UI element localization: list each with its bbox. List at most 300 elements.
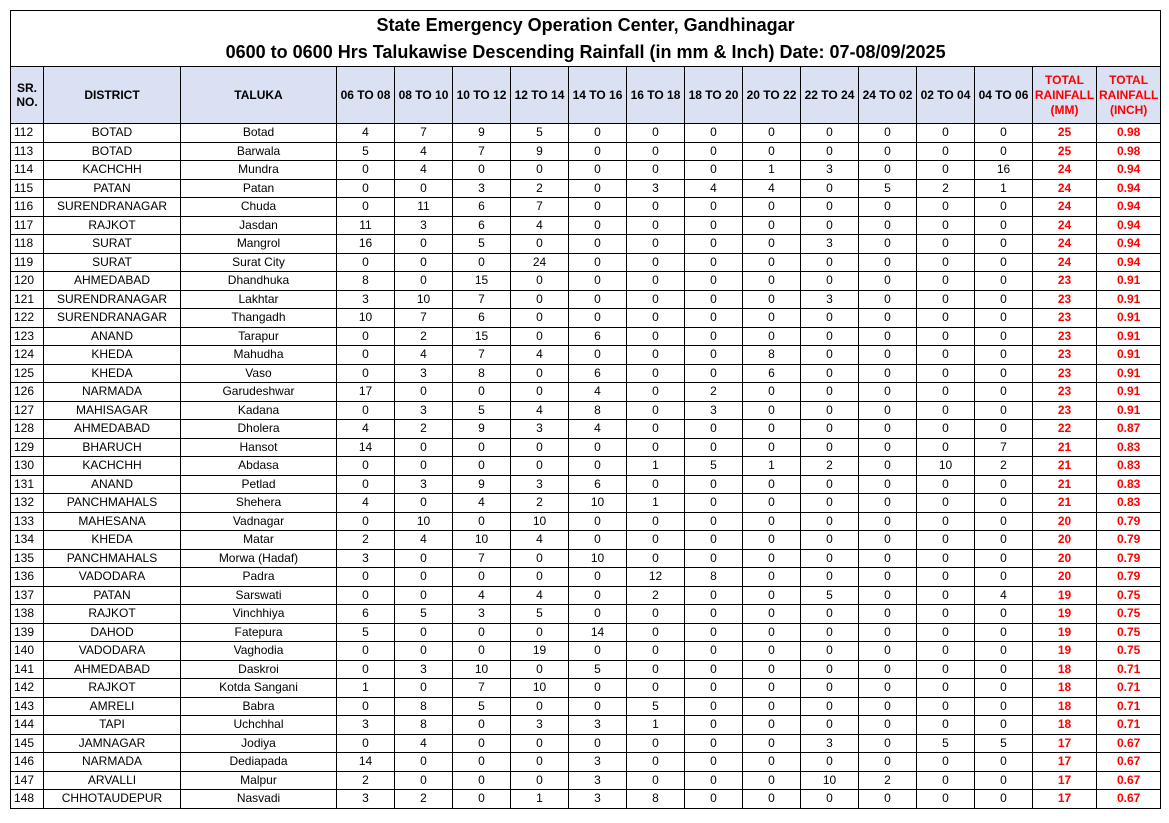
rainfall-slot-cell: 6 xyxy=(337,605,395,624)
rainfall-slot-cell: 0 xyxy=(685,198,743,217)
rainfall-slot-cell: 2 xyxy=(511,494,569,513)
rainfall-slot-cell: 4 xyxy=(395,531,453,550)
rainfall-slot-cell: 0 xyxy=(395,253,453,272)
rainfall-slot-cell: 1 xyxy=(337,679,395,698)
district-cell: KACHCHH xyxy=(44,457,181,476)
total-mm-cell: 18 xyxy=(1033,697,1097,716)
table-row xyxy=(11,383,1161,402)
rainfall-slot-cell: 0 xyxy=(859,420,917,439)
sr-no-cell: 116 xyxy=(11,198,44,217)
rainfall-slot-cell: 0 xyxy=(337,734,395,753)
total-inch-cell: 0.79 xyxy=(1097,531,1161,550)
rainfall-slot-cell: 0 xyxy=(627,309,685,328)
total-mm-cell: 24 xyxy=(1033,161,1097,180)
total-mm-cell: 19 xyxy=(1033,642,1097,661)
rainfall-slot-cell: 1 xyxy=(511,790,569,809)
taluka-cell: Uchchhal xyxy=(181,716,337,735)
rainfall-slot-cell: 24 xyxy=(511,253,569,272)
rainfall-slot-cell: 0 xyxy=(337,512,395,531)
total-mm-cell: 17 xyxy=(1033,771,1097,790)
district-cell: AHMEDABAD xyxy=(44,420,181,439)
rainfall-slot-cell: 0 xyxy=(917,642,975,661)
rainfall-slot-cell: 0 xyxy=(569,568,627,587)
rainfall-slot-cell: 0 xyxy=(917,771,975,790)
rainfall-slot-cell: 0 xyxy=(975,531,1033,550)
rainfall-slot-cell: 0 xyxy=(917,679,975,698)
taluka-cell: Kotda Sangani xyxy=(181,679,337,698)
rainfall-slot-cell: 0 xyxy=(975,475,1033,494)
taluka-cell: Kadana xyxy=(181,401,337,420)
total-mm-cell: 24 xyxy=(1033,198,1097,217)
rainfall-slot-cell: 0 xyxy=(569,142,627,161)
rainfall-slot-cell: 0 xyxy=(801,364,859,383)
rainfall-slot-cell: 3 xyxy=(453,179,511,198)
rainfall-slot-cell: 0 xyxy=(743,272,801,291)
rainfall-slot-cell: 0 xyxy=(859,586,917,605)
rainfall-slot-cell: 0 xyxy=(685,309,743,328)
rainfall-slot-cell: 0 xyxy=(627,346,685,365)
total-inch-cell: 0.67 xyxy=(1097,771,1161,790)
rainfall-slot-cell: 0 xyxy=(569,198,627,217)
rainfall-slot-cell: 2 xyxy=(511,179,569,198)
table-row xyxy=(11,605,1161,624)
header-slot: 14 TO 16 xyxy=(569,67,627,124)
sr-no-cell: 136 xyxy=(11,568,44,587)
header-slot: 22 TO 24 xyxy=(801,67,859,124)
district-cell: MAHESANA xyxy=(44,512,181,531)
taluka-cell: Mahudha xyxy=(181,346,337,365)
rainfall-slot-cell: 0 xyxy=(743,216,801,235)
total-mm-cell: 20 xyxy=(1033,512,1097,531)
district-cell: SURENDRANAGAR xyxy=(44,309,181,328)
sr-no-cell: 123 xyxy=(11,327,44,346)
rainfall-slot-cell: 0 xyxy=(859,438,917,457)
total-mm-cell: 22 xyxy=(1033,420,1097,439)
rainfall-slot-cell: 0 xyxy=(975,790,1033,809)
rainfall-slot-cell: 0 xyxy=(917,494,975,513)
rainfall-slot-cell: 0 xyxy=(511,161,569,180)
rainfall-slot-cell: 0 xyxy=(743,475,801,494)
rainfall-slot-cell: 6 xyxy=(453,309,511,328)
taluka-cell: Abdasa xyxy=(181,457,337,476)
rainfall-slot-cell: 0 xyxy=(337,253,395,272)
total-mm-cell: 25 xyxy=(1033,142,1097,161)
rainfall-slot-cell: 0 xyxy=(917,549,975,568)
rainfall-slot-cell: 0 xyxy=(859,679,917,698)
district-cell: ARVALLI xyxy=(44,771,181,790)
district-cell: SURAT xyxy=(44,253,181,272)
rainfall-slot-cell: 0 xyxy=(743,623,801,642)
rainfall-slot-cell: 0 xyxy=(917,364,975,383)
rainfall-slot-cell: 3 xyxy=(801,235,859,254)
sr-no-cell: 128 xyxy=(11,420,44,439)
rainfall-slot-cell: 0 xyxy=(627,124,685,143)
rainfall-slot-cell: 0 xyxy=(917,290,975,309)
total-mm-cell: 23 xyxy=(1033,309,1097,328)
rainfall-slot-cell: 0 xyxy=(685,272,743,291)
rainfall-slot-cell: 17 xyxy=(337,383,395,402)
rainfall-slot-cell: 8 xyxy=(569,401,627,420)
rainfall-slot-cell: 0 xyxy=(569,457,627,476)
rainfall-slot-cell: 3 xyxy=(453,605,511,624)
rainfall-slot-cell: 0 xyxy=(337,161,395,180)
rainfall-slot-cell: 0 xyxy=(743,531,801,550)
rainfall-slot-cell: 4 xyxy=(511,531,569,550)
rainfall-slot-cell: 0 xyxy=(859,753,917,772)
rainfall-slot-cell: 4 xyxy=(569,420,627,439)
rainfall-slot-cell: 0 xyxy=(859,716,917,735)
rainfall-slot-cell: 0 xyxy=(743,309,801,328)
taluka-cell: Mundra xyxy=(181,161,337,180)
rainfall-slot-cell: 0 xyxy=(859,790,917,809)
rainfall-slot-cell: 0 xyxy=(743,568,801,587)
rainfall-slot-cell: 0 xyxy=(627,272,685,291)
rainfall-slot-cell: 0 xyxy=(511,327,569,346)
rainfall-slot-cell: 0 xyxy=(743,549,801,568)
rainfall-slot-cell: 2 xyxy=(975,457,1033,476)
total-mm-cell: 18 xyxy=(1033,679,1097,698)
rainfall-slot-cell: 3 xyxy=(801,734,859,753)
header-total-inch: TOTAL RAINFALL (INCH) xyxy=(1097,67,1161,124)
rainfall-slot-cell: 11 xyxy=(337,216,395,235)
total-mm-cell: 23 xyxy=(1033,272,1097,291)
total-inch-cell: 0.83 xyxy=(1097,475,1161,494)
rainfall-slot-cell: 1 xyxy=(743,161,801,180)
rainfall-slot-cell: 0 xyxy=(859,290,917,309)
total-inch-cell: 0.67 xyxy=(1097,734,1161,753)
rainfall-slot-cell: 10 xyxy=(801,771,859,790)
taluka-cell: Dediapada xyxy=(181,753,337,772)
rainfall-slot-cell: 10 xyxy=(395,512,453,531)
total-inch-cell: 0.94 xyxy=(1097,216,1161,235)
district-cell: NARMADA xyxy=(44,753,181,772)
rainfall-slot-cell: 0 xyxy=(917,216,975,235)
rainfall-slot-cell: 0 xyxy=(859,364,917,383)
rainfall-slot-cell: 0 xyxy=(511,235,569,254)
rainfall-slot-cell: 0 xyxy=(569,272,627,291)
total-inch-cell: 0.94 xyxy=(1097,253,1161,272)
rainfall-slot-cell: 5 xyxy=(627,697,685,716)
rainfall-slot-cell: 3 xyxy=(395,475,453,494)
rainfall-slot-cell: 0 xyxy=(975,771,1033,790)
district-cell: RAJKOT xyxy=(44,216,181,235)
rainfall-slot-cell: 0 xyxy=(685,586,743,605)
rainfall-slot-cell: 0 xyxy=(859,568,917,587)
rainfall-slot-cell: 0 xyxy=(685,790,743,809)
rainfall-slot-cell: 0 xyxy=(743,512,801,531)
rainfall-slot-cell: 5 xyxy=(685,457,743,476)
total-mm-cell: 23 xyxy=(1033,383,1097,402)
rainfall-slot-cell: 0 xyxy=(569,586,627,605)
rainfall-slot-cell: 15 xyxy=(453,327,511,346)
rainfall-slot-cell: 0 xyxy=(917,605,975,624)
rainfall-slot-cell: 0 xyxy=(569,179,627,198)
table-row xyxy=(11,549,1161,568)
district-cell: SURENDRANAGAR xyxy=(44,290,181,309)
rainfall-slot-cell: 19 xyxy=(511,642,569,661)
rainfall-slot-cell: 0 xyxy=(627,364,685,383)
rainfall-slot-cell: 0 xyxy=(395,179,453,198)
rainfall-slot-cell: 0 xyxy=(743,290,801,309)
table-row xyxy=(11,327,1161,346)
rainfall-slot-cell: 8 xyxy=(627,790,685,809)
rainfall-slot-cell: 0 xyxy=(453,253,511,272)
rainfall-slot-cell: 0 xyxy=(395,679,453,698)
rainfall-slot-cell: 4 xyxy=(569,383,627,402)
rainfall-slot-cell: 0 xyxy=(917,660,975,679)
rainfall-slot-cell: 0 xyxy=(743,771,801,790)
rainfall-slot-cell: 5 xyxy=(453,235,511,254)
rainfall-slot-cell: 1 xyxy=(743,457,801,476)
table-row xyxy=(11,531,1161,550)
rainfall-slot-cell: 0 xyxy=(685,605,743,624)
rainfall-slot-cell: 0 xyxy=(453,383,511,402)
rainfall-slot-cell: 0 xyxy=(395,494,453,513)
rainfall-slot-cell: 5 xyxy=(569,660,627,679)
rainfall-slot-cell: 7 xyxy=(975,438,1033,457)
rainfall-slot-cell: 0 xyxy=(685,124,743,143)
rainfall-slot-cell: 3 xyxy=(395,660,453,679)
rainfall-slot-cell: 0 xyxy=(743,327,801,346)
rainfall-slot-cell: 0 xyxy=(511,309,569,328)
table-row xyxy=(11,401,1161,420)
taluka-cell: Shehera xyxy=(181,494,337,513)
table-row xyxy=(11,420,1161,439)
rainfall-slot-cell: 0 xyxy=(685,494,743,513)
table-body xyxy=(11,124,1161,809)
rainfall-slot-cell: 0 xyxy=(975,568,1033,587)
header-slot: 06 TO 08 xyxy=(337,67,395,124)
rainfall-slot-cell: 2 xyxy=(395,327,453,346)
rainfall-slot-cell: 0 xyxy=(801,660,859,679)
sr-no-cell: 135 xyxy=(11,549,44,568)
total-mm-cell: 21 xyxy=(1033,438,1097,457)
table-row xyxy=(11,512,1161,531)
total-mm-cell: 24 xyxy=(1033,179,1097,198)
sr-no-cell: 118 xyxy=(11,235,44,254)
taluka-cell: Vadnagar xyxy=(181,512,337,531)
rainfall-slot-cell: 0 xyxy=(859,124,917,143)
rainfall-slot-cell: 5 xyxy=(511,124,569,143)
total-mm-cell: 17 xyxy=(1033,753,1097,772)
total-mm-cell: 17 xyxy=(1033,734,1097,753)
rainfall-slot-cell: 7 xyxy=(395,309,453,328)
rainfall-slot-cell: 0 xyxy=(975,753,1033,772)
district-cell: PATAN xyxy=(44,586,181,605)
rainfall-slot-cell: 8 xyxy=(743,346,801,365)
total-inch-cell: 0.75 xyxy=(1097,642,1161,661)
rainfall-slot-cell: 7 xyxy=(453,290,511,309)
rainfall-slot-cell: 0 xyxy=(975,216,1033,235)
table-row xyxy=(11,216,1161,235)
table-row xyxy=(11,290,1161,309)
total-mm-cell: 23 xyxy=(1033,401,1097,420)
rainfall-slot-cell: 0 xyxy=(917,198,975,217)
district-cell: BOTAD xyxy=(44,142,181,161)
rainfall-slot-cell: 4 xyxy=(395,142,453,161)
rainfall-slot-cell: 0 xyxy=(859,327,917,346)
rainfall-slot-cell: 0 xyxy=(801,309,859,328)
rainfall-slot-cell: 4 xyxy=(511,346,569,365)
district-cell: KHEDA xyxy=(44,346,181,365)
total-inch-cell: 0.75 xyxy=(1097,605,1161,624)
rainfall-slot-cell: 0 xyxy=(859,605,917,624)
rainfall-slot-cell: 0 xyxy=(801,272,859,291)
rainfall-slot-cell: 0 xyxy=(627,549,685,568)
rainfall-slot-cell: 0 xyxy=(627,531,685,550)
rainfall-slot-cell: 0 xyxy=(685,642,743,661)
table-row xyxy=(11,697,1161,716)
rainfall-slot-cell: 0 xyxy=(685,327,743,346)
rainfall-slot-cell: 0 xyxy=(569,253,627,272)
rainfall-slot-cell: 0 xyxy=(801,420,859,439)
taluka-cell: Vinchhiya xyxy=(181,605,337,624)
rainfall-slot-cell: 2 xyxy=(395,420,453,439)
rainfall-slot-cell: 0 xyxy=(975,142,1033,161)
rainfall-slot-cell: 0 xyxy=(627,605,685,624)
table-row xyxy=(11,457,1161,476)
rainfall-slot-cell: 0 xyxy=(627,438,685,457)
rainfall-slot-cell: 0 xyxy=(395,623,453,642)
rainfall-slot-cell: 3 xyxy=(395,216,453,235)
rainfall-slot-cell: 0 xyxy=(801,642,859,661)
district-cell: PATAN xyxy=(44,179,181,198)
taluka-cell: Daskroi xyxy=(181,660,337,679)
district-cell: SURAT xyxy=(44,235,181,254)
rainfall-slot-cell: 0 xyxy=(511,753,569,772)
rainfall-slot-cell: 10 xyxy=(511,512,569,531)
total-mm-cell: 25 xyxy=(1033,124,1097,143)
sr-no-cell: 119 xyxy=(11,253,44,272)
table-row xyxy=(11,734,1161,753)
total-mm-cell: 21 xyxy=(1033,457,1097,476)
total-inch-cell: 0.67 xyxy=(1097,753,1161,772)
total-inch-cell: 0.79 xyxy=(1097,568,1161,587)
rainfall-slot-cell: 2 xyxy=(337,771,395,790)
table-row xyxy=(11,623,1161,642)
rainfall-slot-cell: 7 xyxy=(453,679,511,698)
rainfall-slot-cell: 9 xyxy=(453,420,511,439)
rainfall-slot-cell: 0 xyxy=(453,642,511,661)
district-cell: BOTAD xyxy=(44,124,181,143)
rainfall-slot-cell: 5 xyxy=(917,734,975,753)
rainfall-slot-cell: 0 xyxy=(453,161,511,180)
total-inch-cell: 0.91 xyxy=(1097,383,1161,402)
rainfall-slot-cell: 0 xyxy=(801,253,859,272)
rainfall-slot-cell: 0 xyxy=(917,383,975,402)
sr-no-cell: 137 xyxy=(11,586,44,605)
total-mm-cell: 21 xyxy=(1033,494,1097,513)
rainfall-slot-cell: 0 xyxy=(917,161,975,180)
total-mm-cell: 21 xyxy=(1033,475,1097,494)
rainfall-slot-cell: 0 xyxy=(511,438,569,457)
district-cell: JAMNAGAR xyxy=(44,734,181,753)
rainfall-slot-cell: 4 xyxy=(743,179,801,198)
rainfall-slot-cell: 0 xyxy=(975,494,1033,513)
rainfall-slot-cell: 0 xyxy=(511,568,569,587)
rainfall-slot-cell: 12 xyxy=(627,568,685,587)
header-slot: 20 TO 22 xyxy=(743,67,801,124)
rainfall-slot-cell: 0 xyxy=(743,383,801,402)
rainfall-slot-cell: 0 xyxy=(685,346,743,365)
rainfall-slot-cell: 7 xyxy=(511,198,569,217)
total-mm-cell: 23 xyxy=(1033,346,1097,365)
rainfall-slot-cell: 0 xyxy=(975,272,1033,291)
rainfall-slot-cell: 0 xyxy=(975,401,1033,420)
rainfall-slot-cell: 0 xyxy=(975,623,1033,642)
total-mm-cell: 20 xyxy=(1033,531,1097,550)
rainfall-slot-cell: 0 xyxy=(395,586,453,605)
rainfall-slot-cell: 0 xyxy=(453,716,511,735)
rainfall-slot-cell: 0 xyxy=(685,253,743,272)
table-row xyxy=(11,142,1161,161)
rainfall-slot-cell: 0 xyxy=(743,716,801,735)
rainfall-slot-cell: 0 xyxy=(917,438,975,457)
rainfall-slot-cell: 0 xyxy=(337,346,395,365)
rainfall-slot-cell: 0 xyxy=(917,253,975,272)
rainfall-slot-cell: 3 xyxy=(569,790,627,809)
rainfall-slot-cell: 0 xyxy=(743,124,801,143)
rainfall-slot-cell: 0 xyxy=(337,475,395,494)
total-mm-cell: 19 xyxy=(1033,623,1097,642)
rainfall-slot-cell: 0 xyxy=(917,716,975,735)
rainfall-slot-cell: 0 xyxy=(801,401,859,420)
rainfall-slot-cell: 7 xyxy=(395,124,453,143)
rainfall-slot-cell: 0 xyxy=(801,327,859,346)
rainfall-slot-cell: 0 xyxy=(453,568,511,587)
rainfall-slot-cell: 0 xyxy=(743,605,801,624)
rainfall-slot-cell: 0 xyxy=(453,771,511,790)
rainfall-slot-cell: 0 xyxy=(859,734,917,753)
rainfall-slot-cell: 0 xyxy=(743,660,801,679)
rainfall-slot-cell: 0 xyxy=(859,216,917,235)
rainfall-slot-cell: 14 xyxy=(569,623,627,642)
total-inch-cell: 0.71 xyxy=(1097,716,1161,735)
rainfall-slot-cell: 0 xyxy=(743,697,801,716)
table-row xyxy=(11,235,1161,254)
table-row xyxy=(11,364,1161,383)
district-cell: CHHOTAUDEPUR xyxy=(44,790,181,809)
rainfall-slot-cell: 0 xyxy=(917,420,975,439)
rainfall-slot-cell: 0 xyxy=(743,420,801,439)
taluka-cell: Botad xyxy=(181,124,337,143)
rainfall-slot-cell: 0 xyxy=(627,253,685,272)
rainfall-slot-cell: 0 xyxy=(685,475,743,494)
rainfall-slot-cell: 0 xyxy=(801,790,859,809)
rainfall-slot-cell: 0 xyxy=(975,679,1033,698)
taluka-cell: Petlad xyxy=(181,475,337,494)
rainfall-slot-cell: 0 xyxy=(917,568,975,587)
sr-no-cell: 148 xyxy=(11,790,44,809)
rainfall-slot-cell: 5 xyxy=(453,401,511,420)
district-cell: ANAND xyxy=(44,327,181,346)
rainfall-slot-cell: 3 xyxy=(627,179,685,198)
rainfall-slot-cell: 0 xyxy=(511,457,569,476)
table-row xyxy=(11,309,1161,328)
total-inch-cell: 0.91 xyxy=(1097,290,1161,309)
report-subtitle: 0600 to 0600 Hrs Talukawise Descending Rainfall (in mm & Inch) Date: 07-08/09/2025 xyxy=(11,39,1161,67)
rainfall-slot-cell: 0 xyxy=(975,420,1033,439)
sr-no-cell: 117 xyxy=(11,216,44,235)
rainfall-slot-cell: 8 xyxy=(453,364,511,383)
header-slot: 10 TO 12 xyxy=(453,67,511,124)
rainfall-slot-cell: 0 xyxy=(569,605,627,624)
table-row xyxy=(11,494,1161,513)
rainfall-slot-cell: 7 xyxy=(453,549,511,568)
sr-no-cell: 134 xyxy=(11,531,44,550)
district-cell: AHMEDABAD xyxy=(44,660,181,679)
taluka-cell: Garudeshwar xyxy=(181,383,337,402)
